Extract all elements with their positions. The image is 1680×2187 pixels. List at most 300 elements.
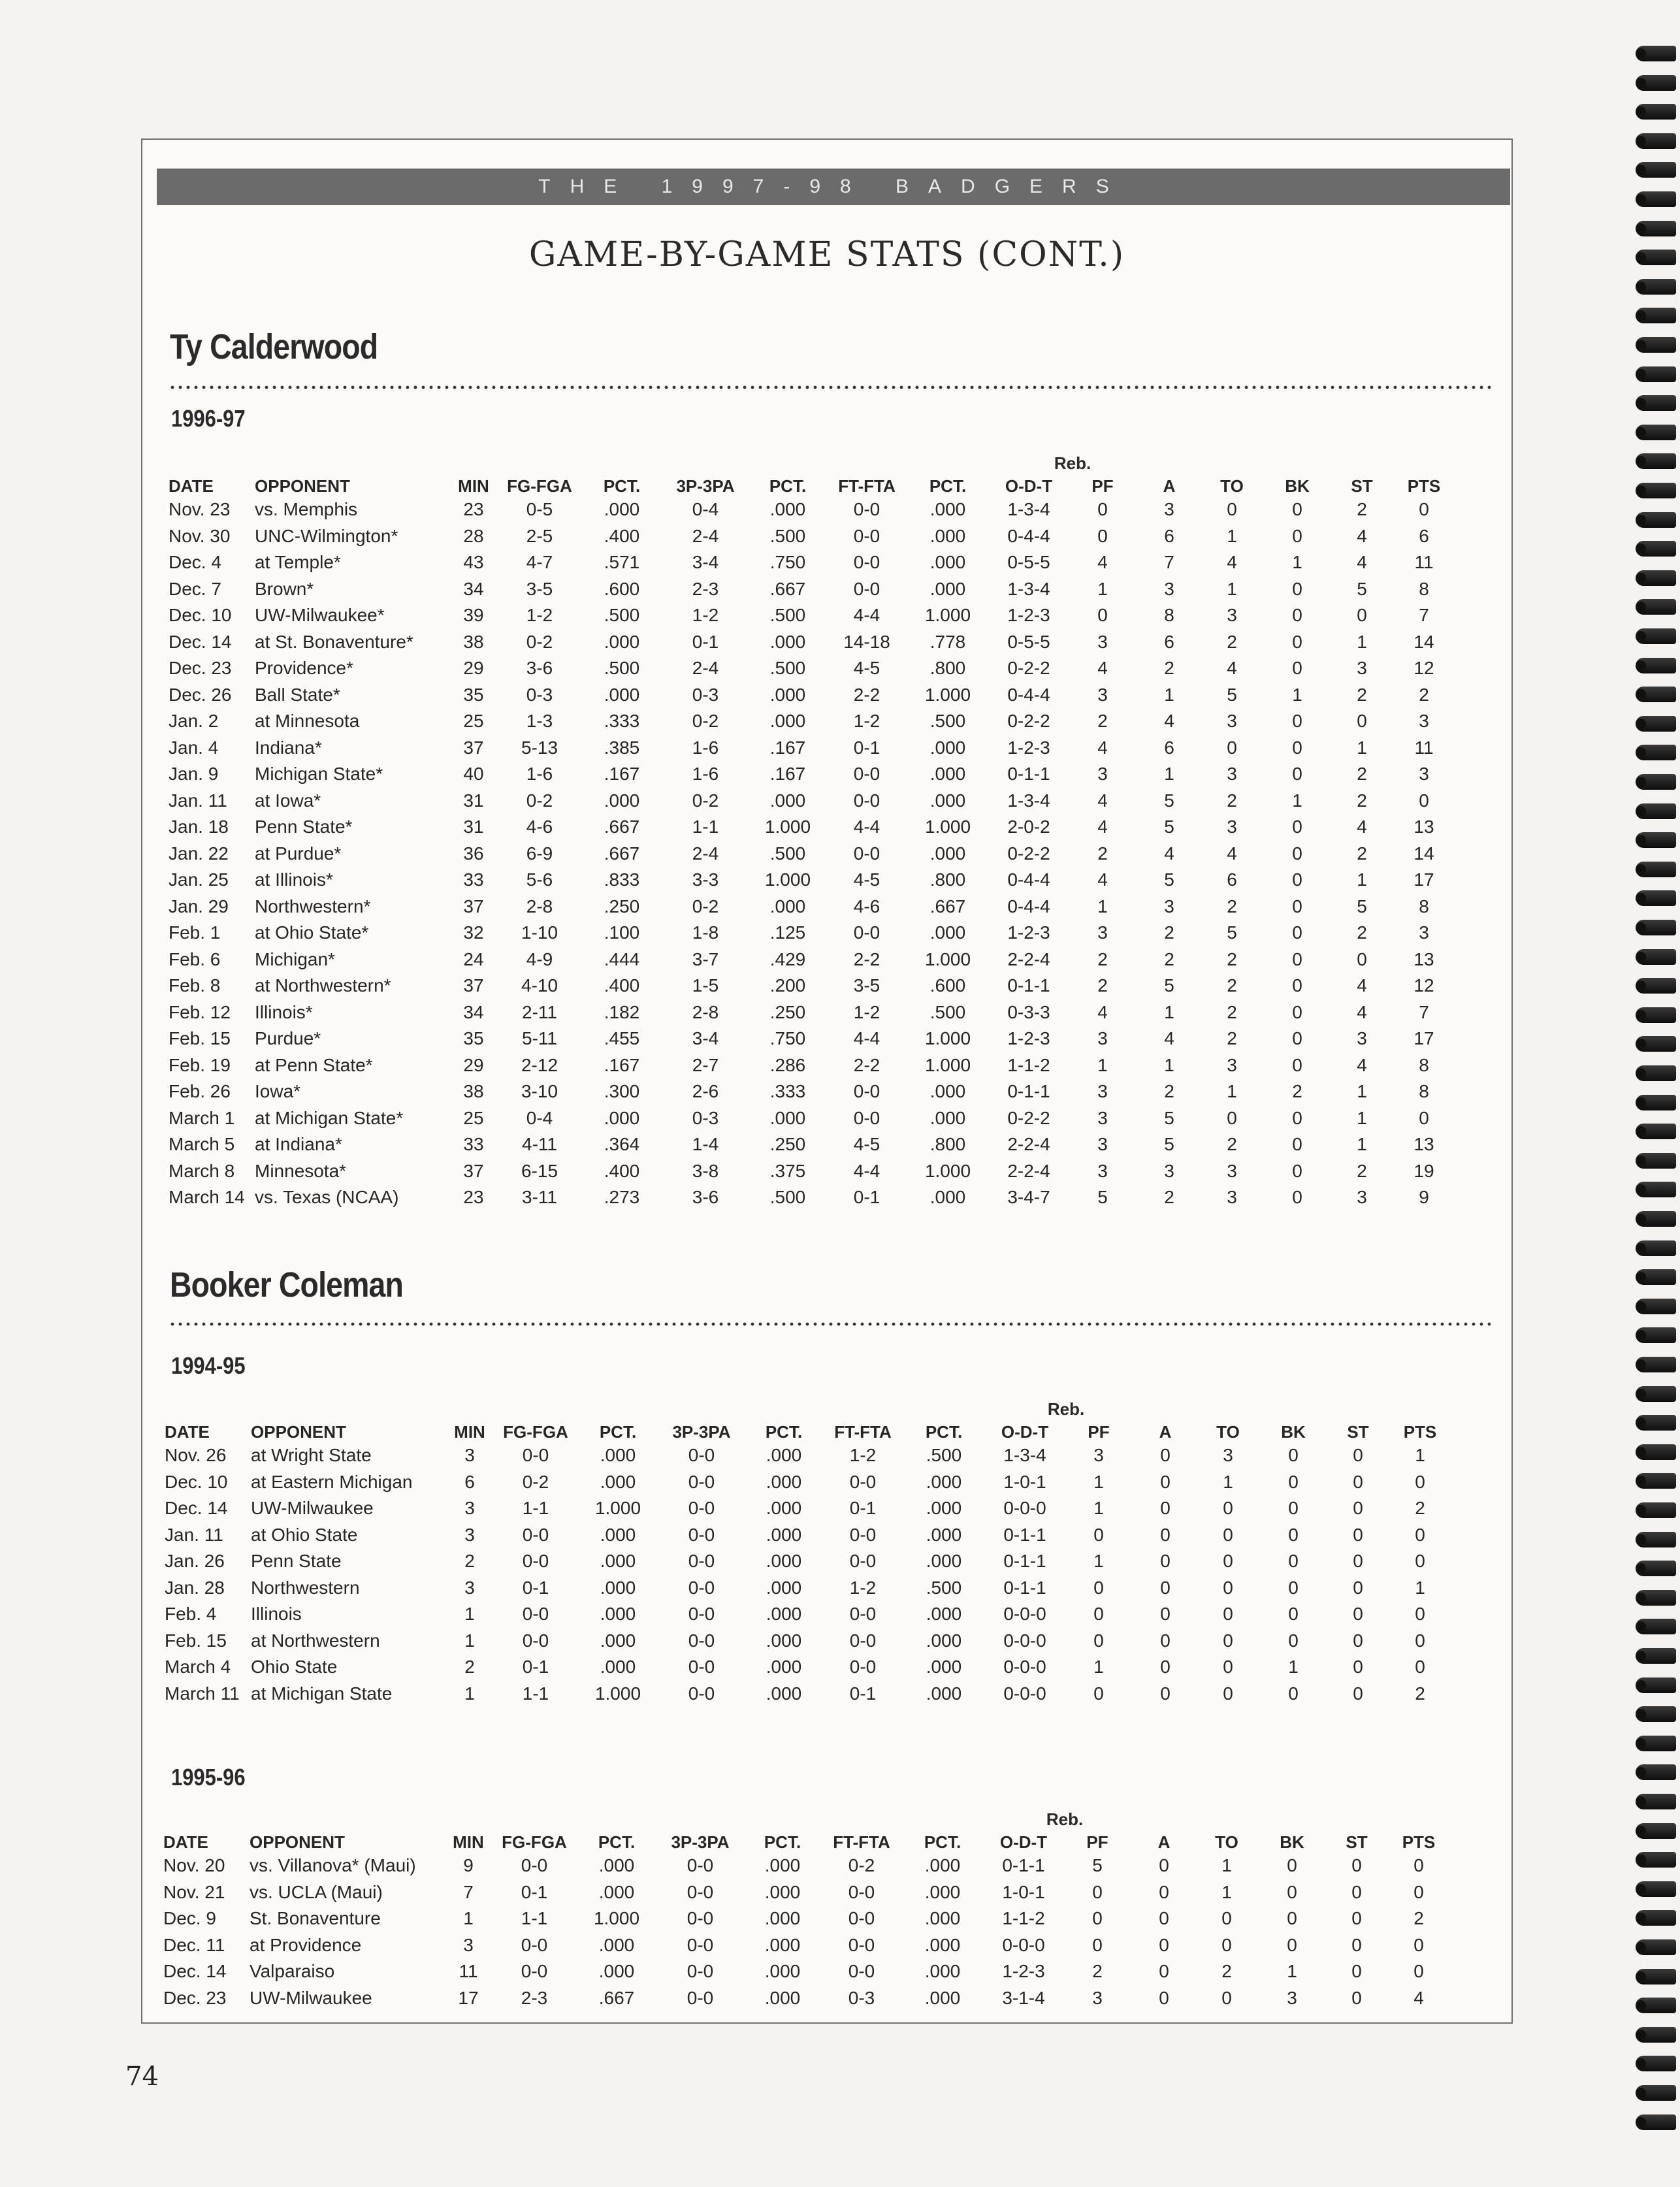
cell-free-throws: 2-2 (853, 948, 880, 969)
column-header-three-pct: PCT. (769, 476, 807, 496)
binding-coil (1636, 1153, 1676, 1169)
column-header-free-throws: FT-FTA (838, 476, 896, 496)
cell-assists: 2 (1164, 922, 1174, 943)
cell-minutes: 35 (463, 684, 484, 705)
column-header-minutes: MIN (458, 476, 489, 496)
binding-coil (1636, 1299, 1676, 1314)
cell-rebounds: 0-5-5 (1007, 552, 1050, 573)
binding-coil (1636, 395, 1676, 411)
cell-turnovers: 1 (1227, 578, 1237, 599)
cell-rebounds: 0-1-1 (1007, 1081, 1050, 1102)
cell-points: 13 (1413, 948, 1434, 969)
cell-points: 0 (1415, 1657, 1425, 1677)
cell-turnovers: 0 (1227, 1107, 1237, 1128)
cell-ft-pct: .000 (926, 1551, 962, 1572)
cell-field-goals: 0-3 (526, 684, 553, 705)
cell-fouls: 3 (1097, 1134, 1108, 1155)
cell-three-pointers: 3-4 (692, 552, 719, 573)
column-header-points: PTS (1407, 476, 1441, 496)
cell-rebounds: 0-0-0 (1003, 1604, 1046, 1625)
binding-coil (1636, 1036, 1676, 1052)
cell-minutes: 34 (463, 1001, 484, 1022)
cell-fouls: 4 (1097, 790, 1108, 811)
table-row (169, 682, 1455, 709)
column-header-points: PTS (1403, 1422, 1437, 1442)
cell-free-throws: 0-1 (849, 1498, 877, 1519)
cell-three-pct: 1.000 (764, 817, 811, 837)
cell-free-throws: 4-4 (853, 1028, 880, 1049)
player-name: Ty Calderwood (170, 327, 378, 366)
cell-points: 12 (1413, 658, 1434, 679)
cell-points: 0 (1419, 1107, 1429, 1128)
cell-minutes: 39 (463, 605, 484, 626)
cell-assists: 2 (1164, 1187, 1174, 1208)
cell-ft-pct: 1.000 (924, 1054, 971, 1075)
cell-date: Dec. 23 (169, 658, 232, 679)
cell-field-goals: 0-0 (521, 1934, 548, 1955)
cell-ft-pct: .000 (929, 922, 966, 943)
cell-date: March 4 (165, 1657, 231, 1677)
column-header-free-throws: FT-FTA (833, 1832, 890, 1852)
cell-opponent: Penn State (251, 1551, 342, 1572)
table-row (169, 629, 1455, 656)
column-header-fouls: PF (1091, 476, 1114, 496)
cell-three-pointers: 1-6 (692, 737, 719, 758)
cell-points: 0 (1413, 1855, 1424, 1876)
cell-rebounds: 1-2-3 (1007, 605, 1050, 626)
cell-fouls: 2 (1092, 1961, 1103, 1982)
cell-three-pointers: 0-3 (692, 684, 719, 705)
cell-blocks: 0 (1292, 1054, 1302, 1075)
cell-field-goals: 2-5 (526, 525, 553, 546)
cell-three-pct: .375 (769, 1160, 806, 1181)
column-header-three-pointers: 3P-3PA (671, 1832, 730, 1852)
cell-three-pointers: 0-0 (687, 1934, 714, 1955)
cell-steals: 0 (1353, 1524, 1363, 1545)
binding-coil (1636, 716, 1676, 732)
cell-three-pct: .167 (769, 764, 806, 785)
cell-fouls: 3 (1097, 1028, 1108, 1049)
cell-three-pct: .250 (769, 1134, 806, 1155)
cell-fouls: 1 (1093, 1471, 1104, 1492)
cell-minutes: 6 (464, 1471, 475, 1492)
cell-field-goals: 0-2 (526, 631, 553, 652)
cell-free-throws: 4-4 (853, 1160, 880, 1181)
cell-three-pointers: 3-4 (692, 1028, 719, 1049)
cell-assists: 0 (1159, 1961, 1169, 1982)
binding-coil (1636, 1823, 1676, 1839)
cell-minutes: 34 (463, 578, 484, 599)
cell-fg-pct: .600 (604, 578, 640, 599)
cell-points: 3 (1419, 711, 1429, 732)
table-row (163, 1932, 1450, 1959)
binding-coil (1636, 425, 1676, 440)
table-row (165, 1495, 1451, 1522)
cell-steals: 1 (1357, 1081, 1367, 1102)
binding-coil (1636, 832, 1676, 848)
cell-assists: 0 (1159, 1881, 1169, 1902)
cell-minutes: 1 (464, 1604, 475, 1625)
cell-date: Feb. 8 (169, 975, 221, 996)
cell-field-goals: 6-15 (521, 1160, 558, 1181)
cell-opponent: Northwestern* (255, 896, 371, 916)
page-number: 74 (125, 2062, 159, 2092)
cell-three-pct: .125 (769, 922, 806, 943)
cell-blocks: 0 (1288, 1683, 1299, 1704)
cell-minutes: 38 (463, 1081, 484, 1102)
cell-three-pct: .000 (769, 790, 806, 811)
cell-rebounds: 1-2-3 (1007, 1028, 1050, 1049)
binding-coil (1636, 1561, 1676, 1576)
cell-turnovers: 2 (1227, 948, 1237, 969)
cell-fg-pct: .100 (604, 922, 640, 943)
cell-ft-pct: .000 (926, 1630, 962, 1651)
cell-free-throws: 4-4 (853, 817, 880, 837)
cell-opponent: at Michigan State (251, 1683, 393, 1704)
cell-three-pointers: 2-6 (692, 1081, 719, 1102)
table-row (169, 788, 1455, 815)
cell-minutes: 1 (464, 1683, 475, 1704)
cell-fouls: 3 (1097, 684, 1108, 705)
cell-fouls: 0 (1092, 1881, 1103, 1902)
cell-fouls: 5 (1092, 1855, 1103, 1876)
column-header-steals: ST (1346, 1832, 1368, 1852)
cell-steals: 2 (1357, 1160, 1367, 1181)
cell-three-pct: .000 (766, 1604, 802, 1625)
cell-steals: 2 (1357, 684, 1367, 705)
cell-points: 13 (1413, 817, 1434, 837)
binding-coil (1636, 453, 1676, 469)
cell-points: 6 (1419, 525, 1429, 546)
cell-opponent: vs. Villanova* (Maui) (250, 1855, 416, 1876)
cell-points: 2 (1415, 1683, 1425, 1704)
cell-fg-pct: .500 (604, 605, 640, 626)
table-row (169, 894, 1455, 920)
cell-fg-pct: .000 (600, 1630, 636, 1651)
binding-coil (1636, 1211, 1676, 1227)
cell-steals: 0 (1351, 1908, 1362, 1929)
cell-turnovers: 3 (1227, 764, 1237, 785)
column-header-ft-pct: PCT. (925, 1422, 963, 1442)
cell-assists: 0 (1159, 1987, 1169, 2008)
cell-points: 11 (1414, 737, 1434, 758)
cell-fg-pct: .000 (600, 1604, 636, 1625)
cell-rebounds: 1-3-4 (1007, 790, 1050, 811)
cell-fg-pct: 1.000 (593, 1908, 640, 1929)
cell-points: 0 (1413, 1961, 1424, 1982)
cell-free-throws: 0-0 (853, 578, 880, 599)
cell-field-goals: 2-11 (522, 1001, 557, 1022)
cell-minutes: 35 (463, 1028, 484, 1049)
cell-minutes: 3 (464, 1445, 475, 1466)
cell-three-pointers: 2-7 (692, 1054, 719, 1075)
cell-free-throws: 2-2 (853, 1054, 880, 1075)
cell-fg-pct: .385 (604, 737, 640, 758)
cell-ft-pct: .000 (929, 843, 966, 864)
cell-turnovers: 3 (1227, 605, 1237, 626)
cell-points: 0 (1415, 1524, 1425, 1545)
cell-free-throws: 0-0 (853, 499, 880, 520)
cell-date: Dec. 10 (165, 1471, 228, 1492)
cell-rebounds: 1-3-4 (1003, 1445, 1046, 1466)
cell-opponent: at Ohio State (251, 1524, 358, 1545)
cell-points: 7 (1419, 1001, 1429, 1022)
binding-coil (1636, 133, 1676, 149)
cell-turnovers: 1 (1227, 1081, 1237, 1102)
table-row (169, 841, 1455, 867)
binding-coil (1636, 1415, 1676, 1431)
column-header-minutes: MIN (454, 1422, 485, 1442)
cell-assists: 5 (1164, 790, 1174, 811)
table-row (169, 549, 1455, 576)
cell-opponent: Purdue* (255, 1028, 321, 1049)
cell-rebounds: 0-5-5 (1007, 631, 1050, 652)
cell-ft-pct: .600 (929, 975, 966, 996)
cell-fg-pct: .167 (604, 764, 640, 785)
cell-free-throws: 4-5 (853, 1134, 880, 1155)
binding-coil (1636, 890, 1676, 906)
cell-assists: 3 (1164, 1160, 1174, 1181)
binding-coil (1636, 366, 1676, 382)
column-header-fg-pct: PCT. (598, 1832, 636, 1852)
cell-rebounds: 0-3-3 (1007, 1001, 1050, 1022)
binding-coil (1636, 949, 1676, 965)
cell-free-throws: 0-2 (848, 1855, 875, 1876)
cell-opponent: at Northwestern* (255, 975, 391, 996)
cell-free-throws: 0-0 (853, 552, 880, 573)
binding-coil (1636, 1532, 1676, 1547)
cell-steals: 3 (1357, 1028, 1367, 1049)
cell-rebounds: 0-0-0 (1002, 1934, 1045, 1955)
cell-free-throws: 0-0 (849, 1551, 877, 1572)
cell-assists: 5 (1164, 817, 1174, 837)
cell-minutes: 7 (463, 1881, 474, 1902)
cell-fg-pct: .667 (598, 1987, 635, 2008)
cell-fouls: 0 (1093, 1630, 1104, 1651)
cell-minutes: 29 (463, 658, 484, 679)
table-row (169, 867, 1455, 894)
table-row (163, 1905, 1450, 1932)
cell-opponent: at Wright State (251, 1445, 372, 1466)
cell-fouls: 2 (1097, 711, 1108, 732)
cell-fg-pct: .182 (604, 1001, 640, 1022)
cell-fouls: 1 (1097, 578, 1108, 599)
binding-coil (1636, 104, 1676, 120)
cell-opponent: Ohio State (251, 1657, 338, 1677)
cell-turnovers: 2 (1227, 1134, 1237, 1155)
cell-assists: 0 (1160, 1683, 1171, 1704)
cell-rebounds: 0-4-4 (1007, 684, 1050, 705)
binding-coil (1636, 1386, 1676, 1402)
cell-opponent: Illinois* (255, 1001, 313, 1022)
cell-rebounds: 1-3-4 (1007, 578, 1050, 599)
cell-rebounds: 0-1-1 (1003, 1577, 1046, 1598)
binding-coil (1636, 541, 1676, 557)
cell-three-pointers: 0-2 (692, 790, 719, 811)
cell-minutes: 1 (464, 1630, 475, 1651)
binding-coil (1636, 599, 1676, 615)
binding-coil (1636, 2114, 1676, 2130)
cell-date: Dec. 14 (165, 1498, 228, 1519)
cell-ft-pct: .000 (929, 1081, 966, 1102)
binding-coil (1636, 1736, 1676, 1751)
binding-coil (1636, 1619, 1676, 1634)
cell-three-pct: .500 (769, 1187, 806, 1208)
cell-rebounds: 1-1-2 (1007, 1054, 1050, 1075)
cell-date: Dec. 10 (169, 605, 232, 626)
cell-points: 2 (1415, 1498, 1425, 1519)
dotted-divider (169, 1322, 1491, 1326)
stats-table (165, 1418, 1451, 1707)
binding-coil (1636, 1852, 1676, 1868)
cell-field-goals: 4-11 (522, 1134, 557, 1155)
cell-ft-pct: .800 (929, 1134, 966, 1155)
cell-ft-pct: .000 (929, 552, 966, 573)
table-header-row (165, 1418, 1451, 1442)
cell-fg-pct: .667 (604, 817, 640, 837)
cell-fg-pct: .000 (598, 1934, 635, 1955)
cell-ft-pct: .500 (926, 1577, 962, 1598)
cell-three-pointers: 2-3 (692, 578, 719, 599)
cell-points: 14 (1413, 631, 1434, 652)
cell-steals: 1 (1357, 1107, 1367, 1128)
cell-rebounds: 0-0-0 (1003, 1498, 1046, 1519)
cell-free-throws: 0-1 (849, 1683, 877, 1704)
cell-ft-pct: .000 (926, 1683, 962, 1704)
cell-three-pointers: 0-1 (692, 631, 719, 652)
column-header-date: DATE (169, 476, 214, 496)
cell-opponent: Providence* (255, 658, 353, 679)
cell-rebounds: 0-4-4 (1007, 869, 1050, 890)
cell-field-goals: 1-10 (521, 922, 558, 943)
cell-field-goals: 0-0 (522, 1630, 549, 1651)
cell-fouls: 3 (1097, 631, 1108, 652)
cell-blocks: 0 (1287, 1881, 1297, 1902)
cell-fouls: 1 (1097, 1054, 1108, 1075)
cell-blocks: 1 (1287, 1961, 1297, 1982)
column-header-blocks: BK (1285, 476, 1310, 496)
cell-ft-pct: .000 (926, 1471, 962, 1492)
cell-rebounds: 0-2-2 (1007, 1107, 1050, 1128)
cell-minutes: 29 (463, 1054, 484, 1075)
column-header-rebounds: O-D-T (1005, 476, 1053, 496)
cell-blocks: 1 (1288, 1657, 1299, 1677)
cell-ft-pct: 1.000 (924, 684, 971, 705)
cell-steals: 0 (1353, 1657, 1363, 1677)
cell-three-pointers: 3-3 (692, 869, 719, 890)
cell-opponent: UW-Milwaukee (250, 1987, 372, 2008)
cell-fouls: 0 (1097, 525, 1108, 546)
cell-steals: 0 (1353, 1630, 1363, 1651)
binding-coil (1636, 570, 1676, 586)
cell-blocks: 0 (1292, 711, 1302, 732)
binding-coil (1636, 658, 1676, 673)
cell-rebounds: 0-0-0 (1003, 1657, 1046, 1677)
table-row (165, 1654, 1451, 1681)
cell-three-pointers: 1-4 (692, 1134, 719, 1155)
cell-three-pct: .750 (769, 552, 806, 573)
cell-turnovers: 2 (1221, 1961, 1232, 1982)
cell-blocks: 0 (1292, 1001, 1302, 1022)
column-header-rebounds: O-D-T (1001, 1422, 1049, 1442)
cell-date: Jan. 22 (169, 843, 229, 864)
cell-blocks: 0 (1288, 1445, 1299, 1466)
cell-three-pointers: 0-0 (688, 1445, 715, 1466)
column-header-three-pointers: 3P-3PA (676, 476, 735, 496)
cell-fouls: 4 (1097, 658, 1108, 679)
cell-three-pct: .500 (769, 605, 806, 626)
cell-field-goals: 3-11 (522, 1187, 557, 1208)
cell-field-goals: 3-10 (521, 1081, 558, 1102)
cell-turnovers: 0 (1223, 1630, 1233, 1651)
cell-steals: 1 (1357, 631, 1367, 652)
cell-three-pct: .000 (764, 1961, 801, 1982)
cell-blocks: 0 (1292, 605, 1302, 626)
cell-three-pct: .000 (766, 1577, 802, 1598)
cell-three-pct: .000 (766, 1551, 802, 1572)
table-row (163, 1958, 1450, 1985)
binding-coil (1636, 221, 1676, 236)
cell-steals: 0 (1353, 1498, 1363, 1519)
binding-coil (1636, 1794, 1676, 1809)
cell-date: Jan. 2 (169, 711, 219, 732)
cell-assists: 1 (1164, 1001, 1174, 1022)
cell-fg-pct: 1.000 (594, 1498, 641, 1519)
cell-steals: 4 (1357, 817, 1367, 837)
table-row (165, 1522, 1451, 1549)
column-header-three-pct: PCT. (765, 1422, 803, 1442)
cell-fg-pct: .000 (600, 1445, 636, 1466)
cell-points: 19 (1413, 1160, 1434, 1181)
cell-free-throws: 1-2 (853, 1001, 880, 1022)
cell-turnovers: 0 (1221, 1908, 1232, 1929)
table-header-row (169, 472, 1455, 496)
cell-fouls: 0 (1093, 1524, 1104, 1545)
reb-header: Reb. (1046, 1809, 1084, 1829)
cell-date: March 14 (169, 1187, 245, 1208)
cell-three-pct: .000 (766, 1498, 802, 1519)
cell-free-throws: 0-0 (849, 1657, 877, 1677)
cell-assists: 3 (1164, 499, 1174, 520)
cell-field-goals: 0-0 (522, 1604, 549, 1625)
cell-assists: 2 (1164, 658, 1174, 679)
cell-field-goals: 0-0 (521, 1855, 548, 1876)
cell-steals: 4 (1357, 1054, 1367, 1075)
cell-turnovers: 4 (1227, 552, 1237, 573)
cell-field-goals: 0-0 (522, 1551, 549, 1572)
table-row (165, 1548, 1451, 1575)
cell-three-pointers: 0-0 (688, 1551, 715, 1572)
cell-field-goals: 3-6 (526, 658, 553, 679)
season-label: 1995-96 (171, 1764, 246, 1790)
cell-ft-pct: .800 (929, 869, 966, 890)
table-row (165, 1442, 1451, 1469)
binding-coil (1636, 1939, 1676, 1955)
cell-date: Dec. 9 (163, 1908, 216, 1929)
cell-minutes: 1 (463, 1908, 474, 1929)
cell-blocks: 0 (1288, 1498, 1299, 1519)
column-header-turnovers: TO (1220, 476, 1244, 496)
cell-fg-pct: .500 (604, 658, 640, 679)
cell-three-pct: .000 (764, 1934, 801, 1955)
cell-fouls: 1 (1097, 896, 1108, 916)
column-header-blocks: BK (1280, 1832, 1304, 1852)
cell-points: 0 (1413, 1881, 1424, 1902)
column-header-blocks: BK (1281, 1422, 1306, 1442)
cell-blocks: 0 (1292, 1028, 1302, 1049)
cell-three-pct: .000 (766, 1630, 802, 1651)
column-header-minutes: MIN (453, 1832, 484, 1852)
